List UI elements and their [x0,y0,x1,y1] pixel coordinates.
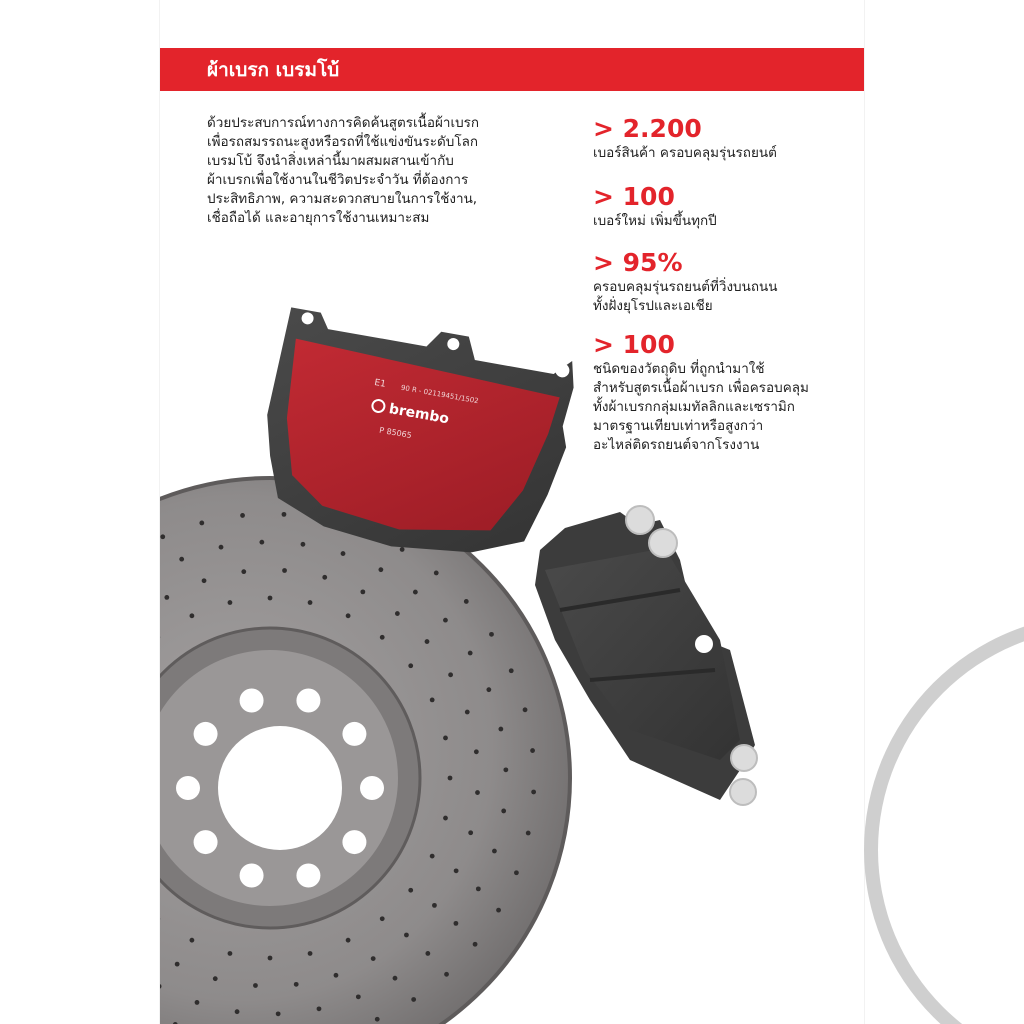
drill-hole [530,748,535,753]
drill-hole [308,951,313,956]
drill-hole [468,651,473,656]
pad-pin-cap [626,506,654,534]
drill-hole [195,1000,200,1005]
drill-hole [276,1011,281,1016]
drill-hole [175,962,180,967]
drill-hole [341,551,346,556]
bolt-hole [194,722,218,746]
bolt-hole [296,863,320,887]
drill-hole [360,589,365,594]
drill-hole [228,951,233,956]
product-illustration [160,0,864,1024]
drill-hole [454,868,459,873]
stat-value: > 2.200 [593,114,702,143]
drill-hole [190,613,195,618]
drill-hole [334,973,339,978]
drill-hole [443,618,448,623]
drill-hole [443,816,448,821]
drill-hole [240,513,245,518]
drill-hole [474,749,479,754]
drill-hole [164,595,169,600]
drill-hole [434,571,439,576]
drill-hole [404,933,409,938]
drill-hole [526,831,531,836]
drill-hole [514,870,519,875]
drill-hole [346,938,351,943]
disc-center-bore [218,726,342,850]
drill-hole [425,639,430,644]
drill-hole [408,888,413,893]
drill-hole [317,1006,322,1011]
drill-hole [268,956,273,961]
drill-hole [268,596,273,601]
stat-description: ครอบคลุมรุ่นรถยนต์ที่วิ่งบนถนน ทั้งฝั่งยุโรปและเอเชีย [593,279,778,314]
drill-hole [501,809,506,814]
stat-value: > 100 [593,330,675,359]
drill-hole [486,687,491,692]
drill-hole [219,545,224,550]
drill-hole [253,983,258,988]
bolt-hole [240,863,264,887]
drill-hole [531,790,536,795]
drill-hole [465,710,470,715]
pad-pin-cap [730,779,756,805]
drill-hole [346,613,351,618]
drill-hole [235,1009,240,1014]
drill-hole [371,956,376,961]
drill-hole [475,790,480,795]
pad-pin-cap [731,745,757,771]
intro-paragraph: ด้วยประสบการณ์ทางการคิดค้นสูตรเนื้อผ้าเบรก เพื่อรถสมรรถนะสูงหรือรถที่ใช้แข่งขันระดับโลก เบรมโบ้ จึงนำสิ่งเหล่านี้มาผสมผสานเข้ากับ ผ้าเบรกเพื่อใช้งานในชีวิตประจำวัน ที่ต้องการ ประสิทธิภาพ, ความสะดวกสบายในการใช้งาน, เชื่อถือได้ และอายุการใช้งานเหมาะสม [207,115,480,226]
bolt-hole [360,776,384,800]
drill-hole [476,886,481,891]
drill-hole [411,997,416,1002]
drill-hole [430,854,435,859]
drill-hole [489,632,494,637]
bolt-hole [194,830,218,854]
drill-hole [413,590,418,595]
stat-description: เบอร์สินค้า ครอบคลุมรุ่นรถยนต์ [593,145,777,161]
pad-brand-text: brembo [387,401,451,428]
pad-approval-mark: E1 [373,378,387,390]
bolt-hole [240,689,264,713]
drill-hole [202,578,207,583]
bolt-hole [176,776,200,800]
drill-hole [213,976,218,981]
drill-hole [443,736,448,741]
stat-value: > 95% [593,248,683,277]
stat-value: > 100 [593,182,675,211]
drill-hole [448,776,453,781]
drill-hole [509,668,514,673]
drill-hole [259,540,264,545]
drill-hole [430,698,435,703]
drill-hole [408,663,413,668]
drill-hole [492,849,497,854]
drill-hole [378,567,383,572]
brochure-page [160,0,864,1024]
drill-hole [356,994,361,999]
drill-hole [241,569,246,574]
drill-hole [432,903,437,908]
drill-hole [496,908,501,913]
drill-hole [190,938,195,943]
page-title: ผ้าเบรก เบรมโบ้ [207,58,340,81]
drill-hole [400,547,405,552]
drill-hole [301,542,306,547]
drill-hole [282,512,287,517]
drill-hole [523,707,528,712]
drill-hole [454,921,459,926]
drill-hole [464,599,469,604]
drill-hole [322,575,327,580]
drill-hole [179,557,184,562]
drill-hole [393,976,398,981]
drill-hole [308,600,313,605]
pad-approval-code: 90 R - 02119451/1502 [400,383,480,406]
drill-hole [468,830,473,835]
drill-hole [375,1017,380,1022]
drill-hole [380,916,385,921]
pad-pin-cap [649,529,677,557]
bolt-hole [296,689,320,713]
drill-hole [444,972,449,977]
drill-hole [294,982,299,987]
drill-hole [160,534,165,539]
drill-hole [395,611,400,616]
drill-hole [282,568,287,573]
drill-hole [380,635,385,640]
drill-hole [228,600,233,605]
drill-hole [425,951,430,956]
stat-description: ชนิดของวัตถุดิบ ที่ถูกนำมาใช้ สำหรับสูตรเนื้อผ้าเบรก เพื่อครอบคลุม ทั้งผ้าเบรกกลุ่มเมทัลลิกและเซรามิก มาตรฐานเทียบเท่าหรือสูงกว่า อะไหล่ติดรถยนต์จากโรงงาน [593,361,809,453]
stat-description: เบอร์ใหม่ เพิ่มขึ้นทุกปี [593,213,717,229]
drill-hole [498,727,503,732]
bolt-hole [342,722,366,746]
adjacent-page-disc-edge [840,620,1024,1024]
pad-mount-hole [695,635,713,653]
bolt-hole [342,830,366,854]
drill-hole [503,767,508,772]
drill-hole [473,942,478,947]
pad-code-text: P 85065 [378,425,413,441]
brake-disc [160,478,570,1024]
drill-hole [448,672,453,677]
drill-hole [199,521,204,526]
